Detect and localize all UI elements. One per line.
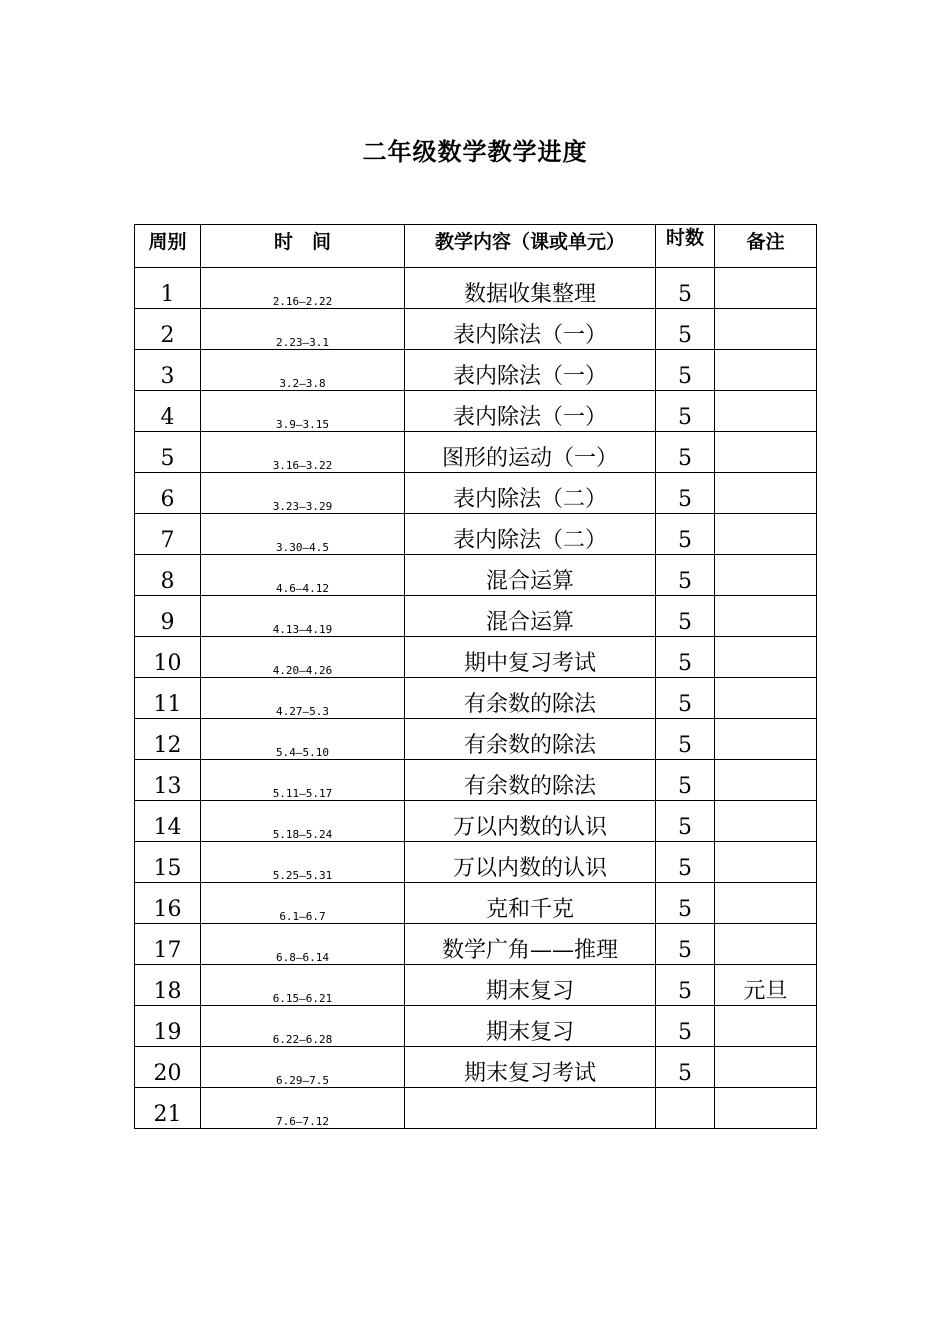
header-dates: 时 间	[201, 225, 405, 268]
table-row	[135, 555, 817, 596]
hours-cell: 5	[656, 842, 715, 883]
week-cell: 15	[135, 842, 201, 883]
table-row	[135, 432, 817, 473]
note-cell	[715, 268, 817, 309]
hours-cell: 5	[656, 555, 715, 596]
content-cell: 期末复习考试	[405, 1047, 656, 1088]
dates-cell: 7.6—7.12	[201, 1088, 405, 1129]
hours-cell: 5	[656, 924, 715, 965]
hours-cell: 5	[656, 801, 715, 842]
week-cell: 8	[135, 555, 201, 596]
content-cell: 表内除法（一）	[405, 391, 656, 432]
note-cell	[715, 924, 817, 965]
table-row	[135, 309, 817, 350]
note-cell	[715, 637, 817, 678]
content-cell: 有余数的除法	[405, 719, 656, 760]
content-cell: 有余数的除法	[405, 760, 656, 801]
dates-cell: 6.1—6.7	[201, 883, 405, 924]
week-cell: 14	[135, 801, 201, 842]
dates-cell: 3.2—3.8	[201, 350, 405, 391]
hours-cell: 5	[656, 965, 715, 1006]
header-content: 教学内容（课或单元）	[405, 225, 656, 268]
note-cell	[715, 473, 817, 514]
content-cell: 表内除法（二）	[405, 473, 656, 514]
hours-cell: 5	[656, 883, 715, 924]
table-row	[135, 514, 817, 555]
content-cell: 克和千克	[405, 883, 656, 924]
dates-cell: 4.13—4.19	[201, 596, 405, 637]
hours-cell: 5	[656, 432, 715, 473]
table-row	[135, 268, 817, 309]
content-cell: 有余数的除法	[405, 678, 656, 719]
table-row	[135, 801, 817, 842]
week-cell: 20	[135, 1047, 201, 1088]
dates-cell: 4.20—4.26	[201, 637, 405, 678]
table-row	[135, 883, 817, 924]
week-cell: 11	[135, 678, 201, 719]
week-cell: 6	[135, 473, 201, 514]
hours-cell: 5	[656, 268, 715, 309]
note-cell	[715, 801, 817, 842]
table-row	[135, 596, 817, 637]
dates-cell: 5.11—5.17	[201, 760, 405, 801]
table-row	[135, 924, 817, 965]
hours-cell: 5	[656, 596, 715, 637]
content-cell: 表内除法（一）	[405, 350, 656, 391]
week-cell: 9	[135, 596, 201, 637]
table-row	[135, 1088, 817, 1129]
note-cell	[715, 309, 817, 350]
content-cell: 期末复习	[405, 1006, 656, 1047]
page-title: 二年级数学教学进度	[362, 138, 588, 166]
header-week: 周别	[135, 225, 201, 268]
week-cell: 16	[135, 883, 201, 924]
hours-cell: 5	[656, 760, 715, 801]
week-cell: 2	[135, 309, 201, 350]
dates-cell: 6.29—7.5	[201, 1047, 405, 1088]
content-cell: 期中复习考试	[405, 637, 656, 678]
dates-cell: 4.27—5.3	[201, 678, 405, 719]
content-cell: 万以内数的认识	[405, 842, 656, 883]
hours-cell: 5	[656, 719, 715, 760]
note-cell	[715, 1088, 817, 1129]
note-cell	[715, 1006, 817, 1047]
table-row	[135, 1006, 817, 1047]
header-hours-label: 时数	[665, 227, 704, 249]
note-cell	[715, 596, 817, 637]
content-cell: 表内除法（二）	[405, 514, 656, 555]
dates-cell: 3.16—3.22	[201, 432, 405, 473]
week-cell: 4	[135, 391, 201, 432]
header-hours	[656, 225, 715, 268]
week-cell: 19	[135, 1006, 201, 1047]
table-row	[135, 391, 817, 432]
content-cell: 数学广角——推理	[405, 924, 656, 965]
note-cell	[715, 350, 817, 391]
note-cell	[715, 719, 817, 760]
hours-cell: 5	[656, 637, 715, 678]
table-row	[135, 678, 817, 719]
week-cell: 21	[135, 1088, 201, 1129]
schedule-table	[134, 224, 817, 1129]
header-notes: 备注	[715, 225, 817, 268]
content-cell: 万以内数的认识	[405, 801, 656, 842]
content-cell: 表内除法（一）	[405, 309, 656, 350]
content-cell: 混合运算	[405, 555, 656, 596]
table-header-row	[135, 225, 817, 268]
week-cell: 5	[135, 432, 201, 473]
table-row	[135, 842, 817, 883]
week-cell: 1	[135, 268, 201, 309]
hours-cell: 5	[656, 1047, 715, 1088]
dates-cell: 3.23—3.29	[201, 473, 405, 514]
note-cell	[715, 1047, 817, 1088]
dates-cell: 5.4—5.10	[201, 719, 405, 760]
content-cell: 图形的运动（一）	[405, 432, 656, 473]
note-cell	[715, 760, 817, 801]
note-cell: 元旦	[715, 965, 817, 1006]
hours-cell: 5	[656, 514, 715, 555]
note-cell	[715, 514, 817, 555]
week-cell: 7	[135, 514, 201, 555]
dates-cell: 4.6—4.12	[201, 555, 405, 596]
week-cell: 10	[135, 637, 201, 678]
week-cell: 13	[135, 760, 201, 801]
hours-cell: 5	[656, 1006, 715, 1047]
hours-cell: 5	[656, 309, 715, 350]
note-cell	[715, 432, 817, 473]
note-cell	[715, 842, 817, 883]
note-cell	[715, 555, 817, 596]
dates-cell: 3.30—4.5	[201, 514, 405, 555]
content-cell: 期末复习	[405, 965, 656, 1006]
table-row	[135, 473, 817, 514]
note-cell	[715, 678, 817, 719]
week-cell: 18	[135, 965, 201, 1006]
week-cell: 3	[135, 350, 201, 391]
week-cell: 17	[135, 924, 201, 965]
table-row	[135, 1047, 817, 1088]
hours-cell: 5	[656, 350, 715, 391]
dates-cell: 5.18—5.24	[201, 801, 405, 842]
dates-cell: 5.25—5.31	[201, 842, 405, 883]
content-cell: 混合运算	[405, 596, 656, 637]
dates-cell: 6.8—6.14	[201, 924, 405, 965]
content-cell: 数据收集整理	[405, 268, 656, 309]
table-row	[135, 760, 817, 801]
hours-cell: 5	[656, 678, 715, 719]
dates-cell: 2.23—3.1	[201, 309, 405, 350]
table-row	[135, 719, 817, 760]
week-cell: 12	[135, 719, 201, 760]
dates-cell: 3.9—3.15	[201, 391, 405, 432]
note-cell	[715, 391, 817, 432]
content-cell	[405, 1088, 656, 1129]
table-row	[135, 637, 817, 678]
hours-cell: 5	[656, 391, 715, 432]
note-cell	[715, 883, 817, 924]
hours-cell	[656, 1088, 715, 1129]
table-row	[135, 965, 817, 1006]
dates-cell: 6.15—6.21	[201, 965, 405, 1006]
table-row	[135, 350, 817, 391]
dates-cell: 6.22—6.28	[201, 1006, 405, 1047]
hours-cell: 5	[656, 473, 715, 514]
dates-cell: 2.16—2.22	[201, 268, 405, 309]
